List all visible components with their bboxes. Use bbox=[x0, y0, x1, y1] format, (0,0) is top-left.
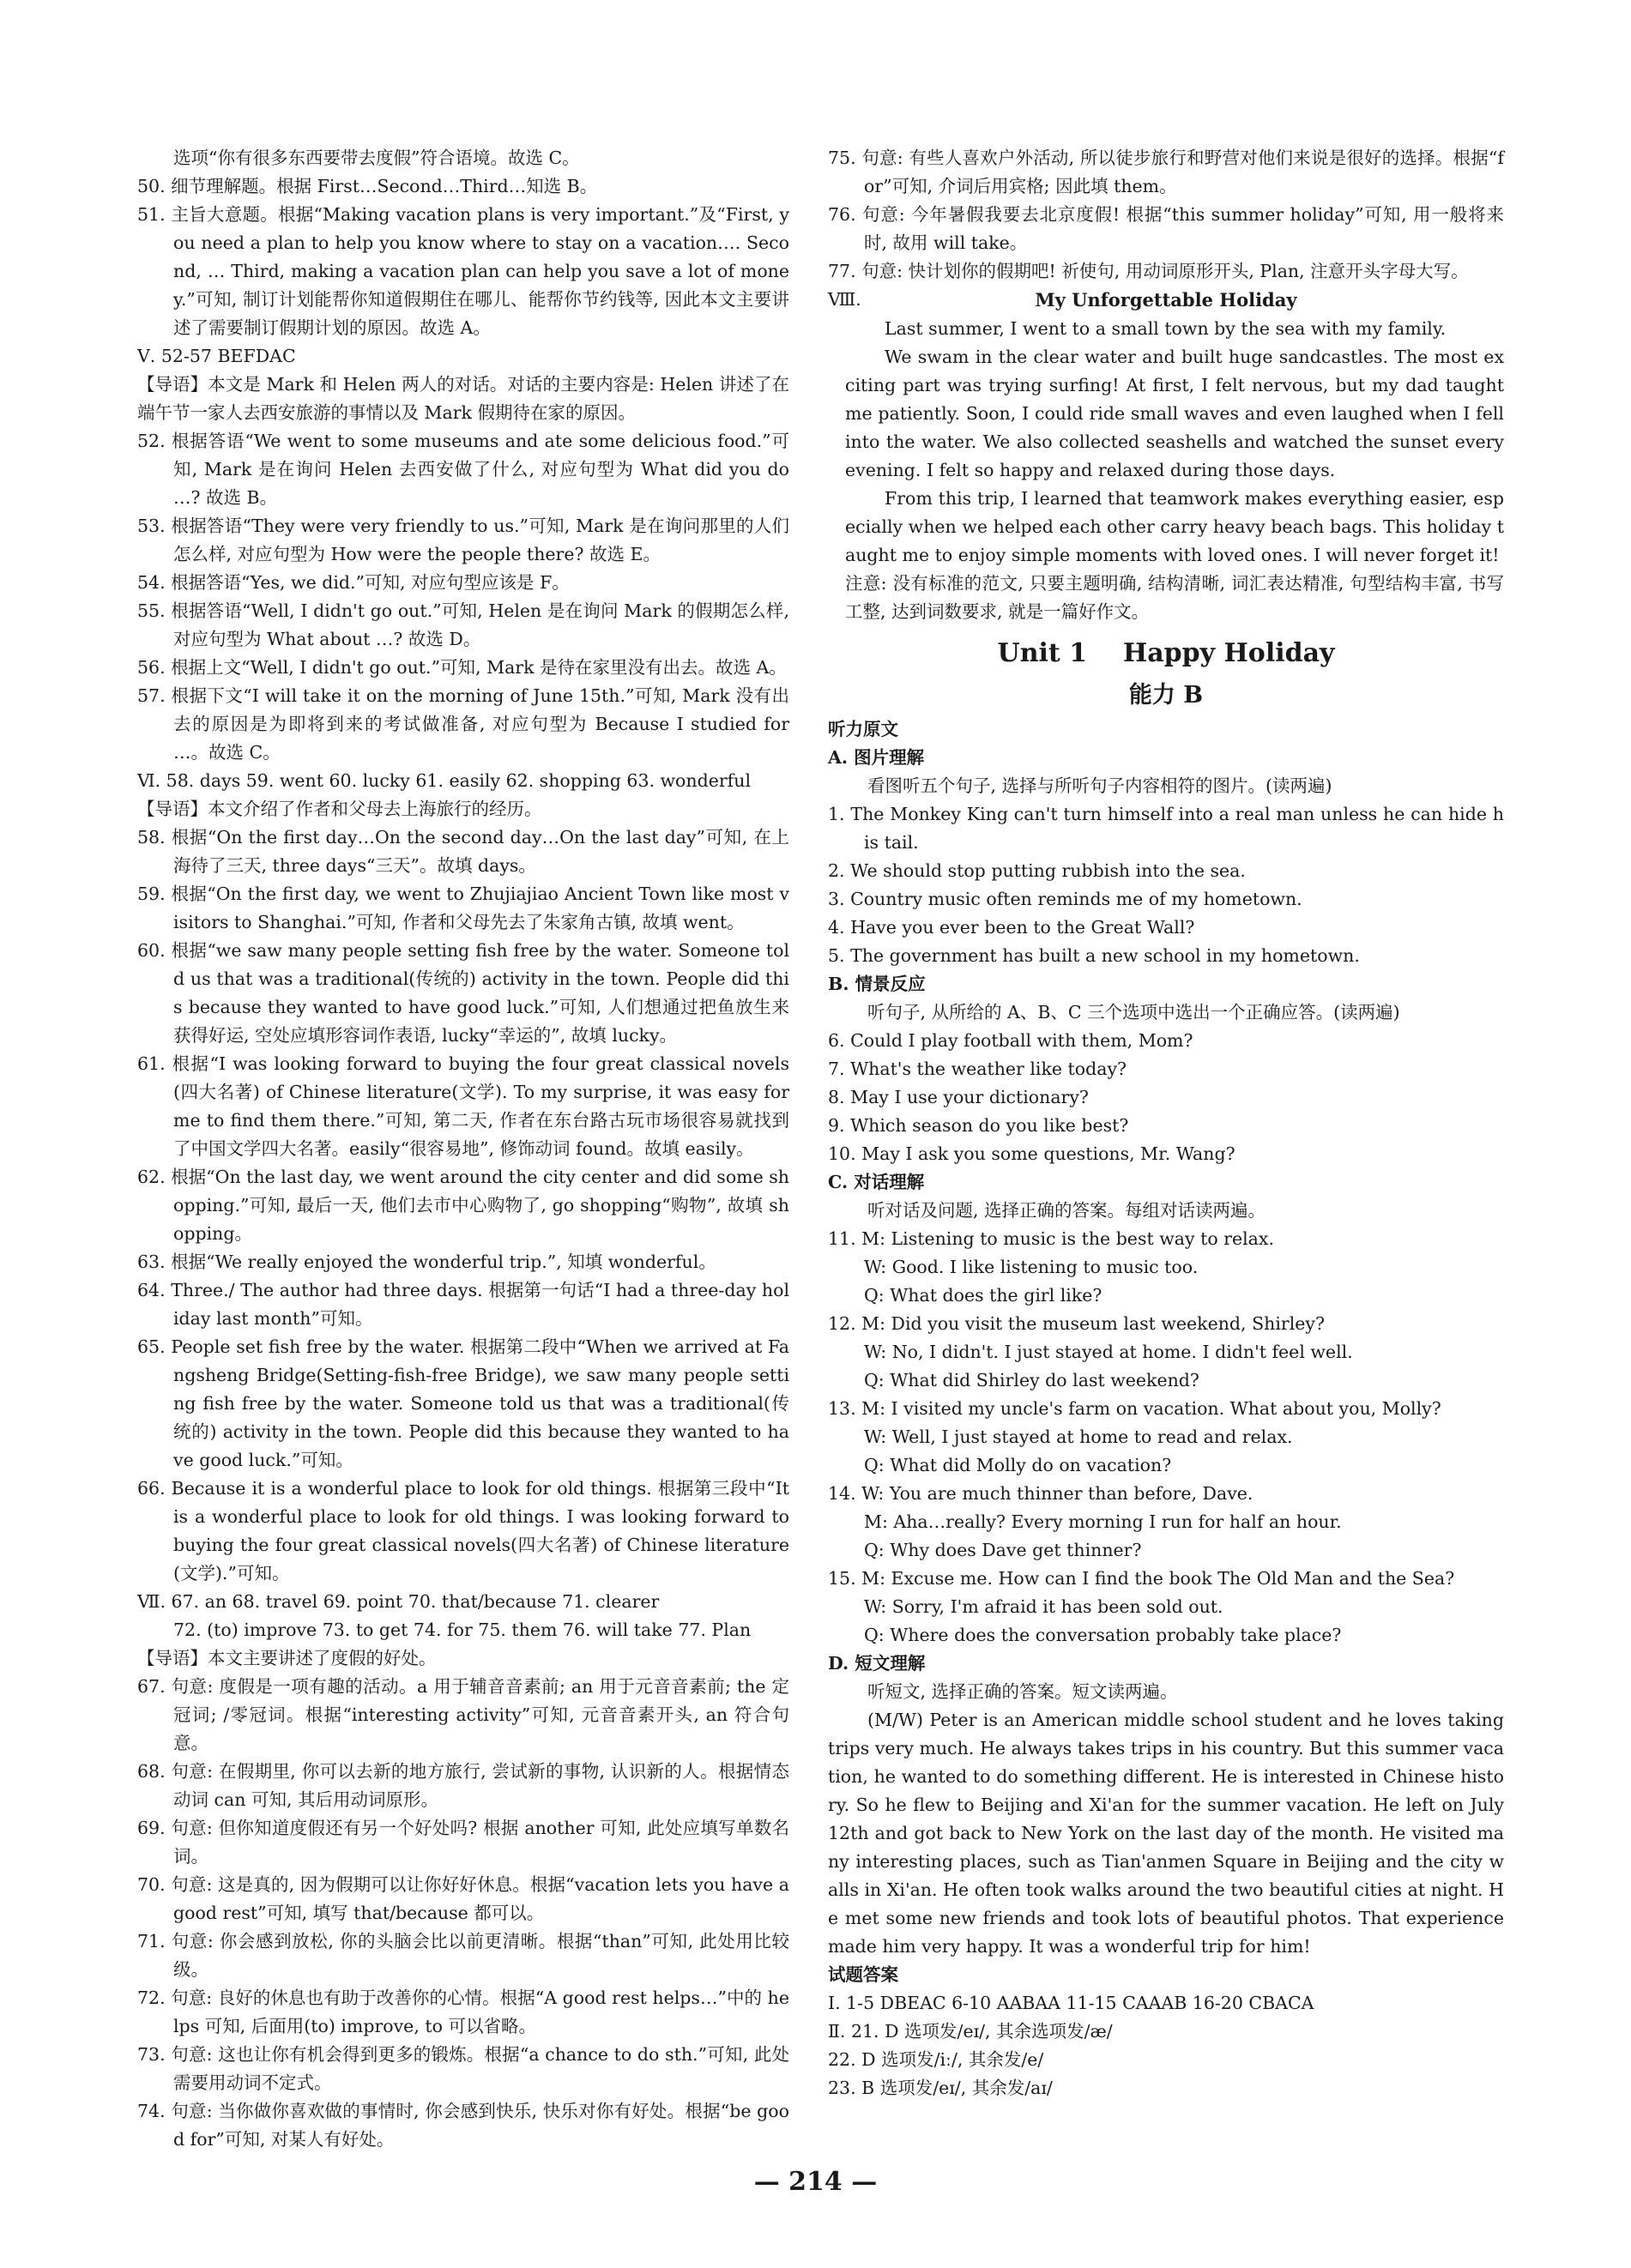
answer-explanation: 66. Because it is a wonderful place to look for old things. 根据第三段中“It is a wonderful place to look for old things. I was looking forward to buying the four great classical novels(四大名著) of Chinese literature(文学).”可知。 bbox=[137, 1478, 789, 1583]
section-instruction: 听句子, 从所给的 A、B、C 三个选项中选出一个正确应答。(读两遍) bbox=[867, 1002, 1400, 1022]
transcript-line: W: No, I didn't. I just stayed at home. I didn't feel well. bbox=[864, 1342, 1353, 1362]
transcript-line: 14. W: You are much thinner than before, Dave. bbox=[828, 1483, 1253, 1504]
sub-title: 能力 B bbox=[1128, 682, 1204, 709]
essay-note: 注意: 没有标准的范文, 只要主题明确, 结构清晰, 词汇表达精准, 句型结构丰富, 书写工整, 达到词数要求, 就是一篇好作文。 bbox=[845, 573, 1504, 622]
answer-line: 22. D 选项发/iː/, 其余发/e/ bbox=[828, 2049, 1044, 2070]
answer-explanation: 59. 根据“On the first day, we went to Zhujiajiao Ancient Town like most visitors to Shanghai.”可知, 作者和父母先去了朱家角古镇, 故填 went。 bbox=[137, 884, 789, 932]
answers-75-77 bbox=[828, 144, 1504, 286]
answer-explanation: 51. 主旨大意题。根据“Making vacation plans is very important.”及“First, you need a plan to help you know where to stay on a vacation…. Second, … Third, making a vacation plan can help you save a lot of money.”可知, 制订计划能帮你知道假期住在哪儿、能帮你节约钱等, 因此本文主要讲述了需要制订假期计划的原因。故选 A。 bbox=[137, 204, 789, 338]
answer-explanation: 72. (to) improve 73. to get 74. for 75. them 76. will take 77. Plan bbox=[173, 1620, 752, 1640]
answers-heading: 试题答案 bbox=[828, 1964, 898, 1985]
answer-explanation: 53. 根据答语“They were very friendly to us.”可知, Mark 是在询问那里的人们怎么样, 对应句型为 How were the people there? 故选 E。 bbox=[137, 516, 789, 564]
answer-explanation: 选项“你有很多东西要带去度假”符合语境。故选 C。 bbox=[173, 148, 580, 168]
answer-explanation: 56. 根据上文“Well, I didn't go out.”可知, Mark 是待在家里没有出去。故选 A。 bbox=[137, 657, 787, 678]
transcript-line: 4. Have you ever been to the Great Wall? bbox=[828, 917, 1195, 938]
transcript-line: 8. May I use your dictionary? bbox=[828, 1087, 1089, 1107]
listening-sections bbox=[828, 744, 1504, 1961]
answer-explanation: 77. 句意: 快计划你的假期吧! 祈使句, 用动词原形开头, Plan, 注意开头字母大写。 bbox=[828, 261, 1469, 281]
unit-title: Unit 1 Happy Holiday bbox=[997, 638, 1335, 668]
essay-paragraph: From this trip, I learned that teamwork makes everything easier, especially when we helped each other carry heavy beach bags. This holiday taught me to enjoy simple moments with loved ones. I will never forget it! bbox=[845, 488, 1504, 565]
transcript-line: 11. M: Listening to music is the best way to relax. bbox=[828, 1228, 1274, 1249]
answer-explanation: 71. 句意: 你会感到放松, 你的头脑会比以前更清晰。根据“than”可知, 此处用比较级。 bbox=[137, 1931, 789, 1980]
answer-explanation: 54. 根据答语“Yes, we did.”可知, 对应句型应该是 F。 bbox=[137, 572, 570, 593]
answer-line: Ⅱ. 21. D 选项发/eɪ/, 其余选项发/æ/ bbox=[828, 2021, 1113, 2042]
transcript-line: W: Well, I just stayed at home to read and relax. bbox=[864, 1427, 1293, 1447]
answer-explanation: 76. 句意: 今年暑假我要去北京度假! 根据“this summer holiday”可知, 用一般将来时, 故用 will take。 bbox=[828, 204, 1504, 253]
answer-explanation: 74. 句意: 当你做你喜欢做的事情时, 你会感到快乐, 快乐对你有好处。根据“be good for”可知, 对某人有好处。 bbox=[137, 2101, 789, 2150]
transcript-line: M: Aha…really? Every morning I run for half an hour. bbox=[864, 1511, 1342, 1532]
answer-explanation: 60. 根据“we saw many people setting fish free by the water. Someone told us that was a traditional(传统的) activity in the town. People did this because they wanted to have good luck.”可知, 人们想通过把鱼放生来获得好运, 空处应填形容词作表语, lucky“幸运的”, 故填 lucky。 bbox=[137, 940, 789, 1046]
answer-line: 23. B 选项发/eɪ/, 其余发/aɪ/ bbox=[828, 2078, 1053, 2098]
transcript-line: 7. What's the weather like today? bbox=[828, 1059, 1127, 1079]
essay-marker: Ⅷ. bbox=[828, 289, 861, 310]
section-heading: B. 情景反应 bbox=[828, 974, 926, 994]
answer-explanation: 57. 根据下文“I will take it on the morning of June 15th.”可知, Mark 没有出去的原因是为即将到来的考试做准备, 对应句型为 Because I studied for …。故选 C。 bbox=[137, 685, 789, 763]
answer-explanation: 69. 句意: 但你知道度假还有另一个好处吗? 根据 another 可知, 此处应填写单数名词。 bbox=[137, 1818, 789, 1867]
transcript-line: 5. The government has built a new school in my hometown. bbox=[828, 945, 1360, 966]
transcript-line: 9. Which season do you like best? bbox=[828, 1115, 1129, 1136]
left-column bbox=[137, 144, 789, 2154]
transcript-line: Q: What did Molly do on vacation? bbox=[864, 1455, 1172, 1475]
transcript-line: 2. We should stop putting rubbish into the sea. bbox=[828, 860, 1246, 881]
answer-explanation: 63. 根据“We really enjoyed the wonderful trip.”, 知填 wonderful。 bbox=[137, 1252, 716, 1272]
answer-key bbox=[828, 1989, 1504, 2102]
answer-explanation: 61. 根据“I was looking forward to buying the four great classical novels(四大名著) of Chinese literature(文学). To my surprise, it was easy for me to find them there.”可知, 第二天, 作者在东台路古玩市场很容易就找到了中国文学四大名著。easily“很容易地”, 修饰动词 found。故填 easily。 bbox=[137, 1053, 789, 1159]
transcript-line: 10. May I ask you some questions, Mr. Wang? bbox=[828, 1143, 1235, 1164]
transcript-line: Q: Where does the conversation probably take place? bbox=[864, 1625, 1342, 1645]
answer-explanation: 68. 句意: 在假期里, 你可以去新的地方旅行, 尝试新的事物, 认识新的人。根据情态动词 can 可知, 其后用动词原形。 bbox=[137, 1761, 789, 1810]
answer-explanation: 67. 句意: 度假是一项有趣的活动。a 用于辅音音素前; an 用于元音音素前; the 定冠词; /零冠词。根据“interesting activity”可知, 元音音素开头, an 符合句意。 bbox=[137, 1676, 789, 1753]
answer-explanation: 62. 根据“On the last day, we went around the city center and did some shopping.”可知, 最后一天, 他们去市中心购物了, go shopping“购物”, 故填 shopping。 bbox=[137, 1167, 789, 1244]
answer-explanation: Ⅴ. 52-57 BEFDAC bbox=[137, 346, 296, 366]
transcript-line: 3. Country music often reminds me of my hometown. bbox=[828, 889, 1302, 909]
answer-explanation: 52. 根据答语“We went to some museums and ate some delicious food.”可知, Mark 是在询问 Helen 去西安做了什么, 对应句型为 What did you do …? 故选 B。 bbox=[137, 431, 789, 508]
essay-paragraph: We swam in the clear water and built huge sandcastles. The most exciting part was trying surfing! At first, I felt nervous, but my dad taught me patiently. Soon, I could ride small waves and even laughed when I fell into the water. We also collected seashells and watched the sunset every evening. I felt so happy and relaxed during those days. bbox=[845, 347, 1504, 480]
answer-explanation: 72. 句意: 良好的休息也有助于改善你的心情。根据“A good rest helps…”中的 helps 可知, 后面用(to) improve, to 可以省略。 bbox=[137, 1988, 789, 2036]
transcript-line: 1. The Monkey King can't turn himself into a real man unless he can hide his tail. bbox=[828, 804, 1504, 853]
answer-explanation: 50. 细节理解题。根据 First…Second…Third…知选 B。 bbox=[137, 176, 598, 196]
answer-explanation: 65. People set fish free by the water. 根据第二段中“When we arrived at Fangsheng Bridge(Setting-fish-free Bridge), we saw many people setting fish free by the water. Someone told us that was a traditional(传统的) activity in the town. People did this because they wanted to have good luck.”可知。 bbox=[137, 1336, 789, 1470]
section-heading: D. 短文理解 bbox=[828, 1653, 926, 1674]
transcript-line: 6. Could I play football with them, Mom? bbox=[828, 1030, 1193, 1051]
answer-explanation: 70. 句意: 这是真的, 因为假期可以让你好好休息。根据“vacation lets you have a good rest”可知, 填写 that/because 都可以。 bbox=[137, 1874, 789, 1923]
answer-explanation: Ⅵ. 58. days 59. went 60. lucky 61. easily 62. shopping 63. wonderful bbox=[137, 770, 752, 791]
transcript-line: W: Sorry, I'm afraid it has been sold out. bbox=[864, 1596, 1223, 1617]
answer-explanation: 73. 句意: 这也让你有机会得到更多的锻炼。根据“a chance to do sth.”可知, 此处需要用动词不定式。 bbox=[137, 2044, 789, 2093]
transcript-line: W: Good. I like listening to music too. bbox=[864, 1257, 1199, 1277]
section-instruction: 听对话及问题, 选择正确的答案。每组对话读两遍。 bbox=[867, 1200, 1266, 1221]
section-instruction: 看图听五个句子, 选择与所听句子内容相符的图片。(读两遍) bbox=[867, 775, 1332, 796]
answer-explanation: 【导语】本文主要讲述了度假的好处。 bbox=[137, 1648, 437, 1668]
answer-explanation: 75. 句意: 有些人喜欢户外活动, 所以徒步旅行和野营对他们来说是很好的选择。根据“for”可知, 介词后用宾格; 因此填 them。 bbox=[828, 148, 1504, 196]
section-heading: C. 对话理解 bbox=[828, 1172, 925, 1192]
answer-explanation: 58. 根据“On the first day…On the second day…On the last day”可知, 在上海待了三天, three days“三天”。故填 days。 bbox=[137, 827, 789, 876]
transcript-line: (M/W) Peter is an American middle school student and he loves taking trips very much. He always takes trips in his country. But this summer vacation, he wanted to do something different. He is interested in Chinese history. So he flew to Beijing and Xi'an for the summer vacation. He left on July 12th and got back to New York on the last day of the month. He visited many interesting places, such as Tian'anmen Square in Beijing and the city walls in Xi'an. He often took walks around the two beautiful cities at night. He met some new friends and took lots of beautiful photos. That experience made him very happy. It was a wonderful trip for him! bbox=[828, 1710, 1504, 1957]
answer-line: Ⅰ. 1-5 DBEAC 6-10 AABAA 11-15 CAAAB 16-20 CBACA bbox=[828, 1993, 1314, 2013]
transcript-line: Q: What did Shirley do last weekend? bbox=[864, 1370, 1199, 1390]
page-number: — 214 — bbox=[753, 2167, 878, 2197]
transcript-line: 15. M: Excuse me. How can I find the book The Old Man and the Sea? bbox=[828, 1568, 1455, 1589]
transcript-line: 12. M: Did you visit the museum last weekend, Shirley? bbox=[828, 1313, 1325, 1334]
section-instruction: 听短文, 选择正确的答案。短文读两遍。 bbox=[867, 1681, 1178, 1702]
answer-explanation: 【导语】本文是 Mark 和 Helen 两人的对话。对话的主要内容是: Helen 讲述了在端午节一家人去西安旅游的事情以及 Mark 假期待在家的原因。 bbox=[137, 374, 789, 423]
transcript-line: Q: What does the girl like? bbox=[864, 1285, 1102, 1306]
right-column bbox=[828, 144, 1504, 2102]
listening-heading: 听力原文 bbox=[828, 719, 898, 739]
section-heading: A. 图片理解 bbox=[828, 747, 925, 768]
answer-explanation: 55. 根据答语“Well, I didn't go out.”可知, Helen 是在询问 Mark 的假期怎么样, 对应句型为 What about …? 故选 D。 bbox=[137, 600, 789, 649]
answer-explanation: 64. Three./ The author had three days. 根据第一句话“I had a three-day holiday last month”可知。 bbox=[137, 1280, 789, 1329]
answer-explanation: 【导语】本文介绍了作者和父母去上海旅行的经历。 bbox=[137, 799, 542, 819]
essay-paragraph: Last summer, I went to a small town by the sea with my family. bbox=[885, 318, 1447, 339]
essay-title: My Unforgettable Holiday bbox=[1035, 289, 1297, 311]
transcript-line: 13. M: I visited my uncle's farm on vacation. What about you, Molly? bbox=[828, 1398, 1441, 1419]
answer-explanation: Ⅶ. 67. an 68. travel 69. point 70. that/because 71. clearer bbox=[137, 1591, 660, 1612]
essay-section bbox=[828, 286, 1504, 626]
transcript-line: Q: Why does Dave get thinner? bbox=[864, 1540, 1142, 1560]
